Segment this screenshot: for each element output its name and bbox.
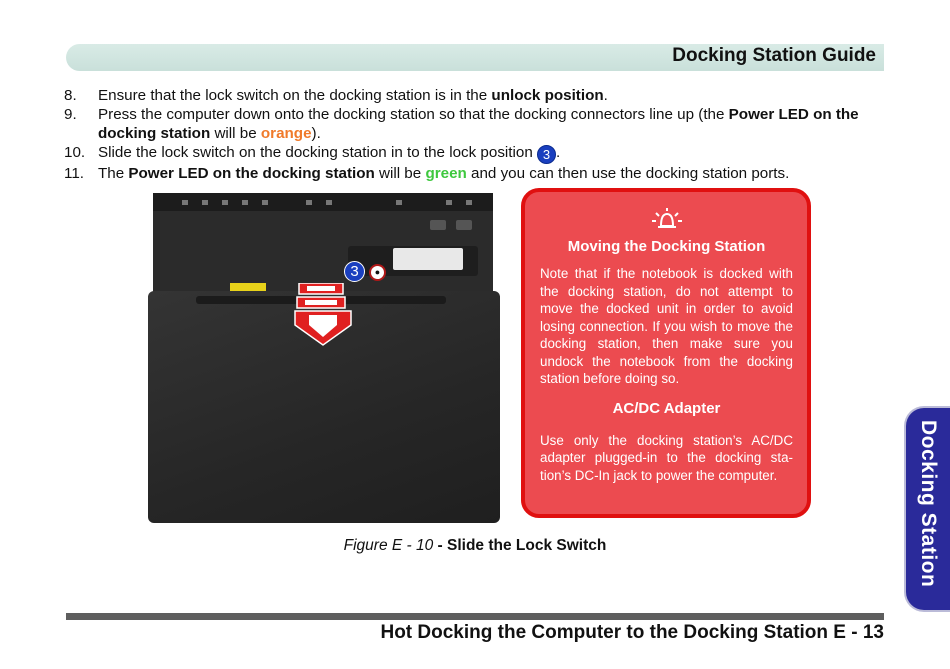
port-icon — [306, 200, 312, 205]
text-run: will be — [210, 125, 261, 142]
port-icon — [326, 200, 332, 205]
header-bar — [66, 44, 884, 71]
page-header-title: Docking Station Guide — [672, 45, 876, 66]
text-run: will be — [374, 165, 426, 182]
text-run: . — [556, 144, 561, 161]
docking-station-photo — [148, 193, 500, 525]
callout-number-badge: 3 — [537, 145, 556, 164]
port-icon — [222, 200, 228, 205]
port-icon — [446, 200, 452, 205]
step-8 — [64, 86, 894, 105]
note-heading-moving: Moving the Docking Station — [567, 238, 766, 255]
lock-switch — [393, 248, 463, 270]
port-icon — [466, 200, 472, 205]
lock-icon: ● — [369, 264, 386, 281]
footer-rule — [66, 613, 884, 620]
note-body-adapter: Use only the docking station’s AC/DC adapter plugged-in to the docking sta-tion’s DC-In jack to power the computer. — [540, 432, 793, 483]
warning-bell-icon — [540, 206, 793, 236]
port-icon — [262, 200, 268, 205]
warning-bell-graphic — [650, 206, 684, 234]
step-10 — [64, 143, 894, 164]
step-number: 11. — [64, 165, 84, 182]
step-9 — [64, 105, 894, 143]
step-text — [98, 105, 894, 143]
side-tab — [904, 406, 950, 612]
port-icon — [202, 200, 208, 205]
step-number: 9. — [64, 106, 77, 123]
figure-caption — [0, 537, 950, 555]
dock-button — [430, 220, 446, 230]
note-body-moving: Note that if the notebook is docked with the docking station, do not attempt to move the docked unit in order to avoid losing connection. If you wish to move the docking station, then make sure you undock the notebook from the docking station before doing so. — [540, 266, 793, 386]
step-text — [98, 164, 894, 183]
footer-title: Hot Docking the Computer to the Docking Station E - 13 — [380, 622, 884, 643]
text-run: and you can then use the docking station ports. — [466, 165, 790, 182]
green-run: green — [425, 165, 467, 182]
dock-button — [456, 220, 472, 230]
text-run: Ensure that the lock switch on the docking station is in the — [98, 87, 492, 104]
port-icon — [396, 200, 402, 205]
step-11 — [64, 164, 894, 183]
step-text — [98, 143, 894, 164]
note-heading-adapter: AC/DC Adapter — [612, 399, 721, 417]
text-run: Slide the lock switch on the docking station in to the lock position — [98, 144, 537, 161]
down-arrow-icon — [293, 283, 355, 352]
figure-reference: Figure E - 10 — [343, 537, 434, 554]
down-arrow-graphic — [293, 283, 355, 347]
side-tab-label: Docking Station — [917, 420, 940, 588]
note-box — [521, 188, 811, 518]
figure-title: - Slide the Lock Switch — [433, 537, 607, 554]
bold-run: unlock position — [491, 87, 604, 104]
text-run: . — [603, 87, 608, 104]
text-run: ). — [311, 125, 321, 142]
step-text — [98, 86, 894, 105]
bold-run: Power LED on the docking station — [128, 165, 375, 182]
text-run: The — [98, 165, 129, 182]
step-number: 8. — [64, 87, 77, 104]
port-icon — [242, 200, 248, 205]
steps-list — [64, 86, 894, 183]
orange-run: orange — [260, 125, 312, 142]
bold-run: Power LED on the docking station — [98, 106, 859, 142]
step-number: 10. — [64, 144, 86, 161]
callout-number-3: 3 — [344, 261, 365, 282]
port-icon — [182, 200, 188, 205]
text-run: Press the computer down onto the docking station so that the docking connectors line up (the — [98, 106, 729, 123]
